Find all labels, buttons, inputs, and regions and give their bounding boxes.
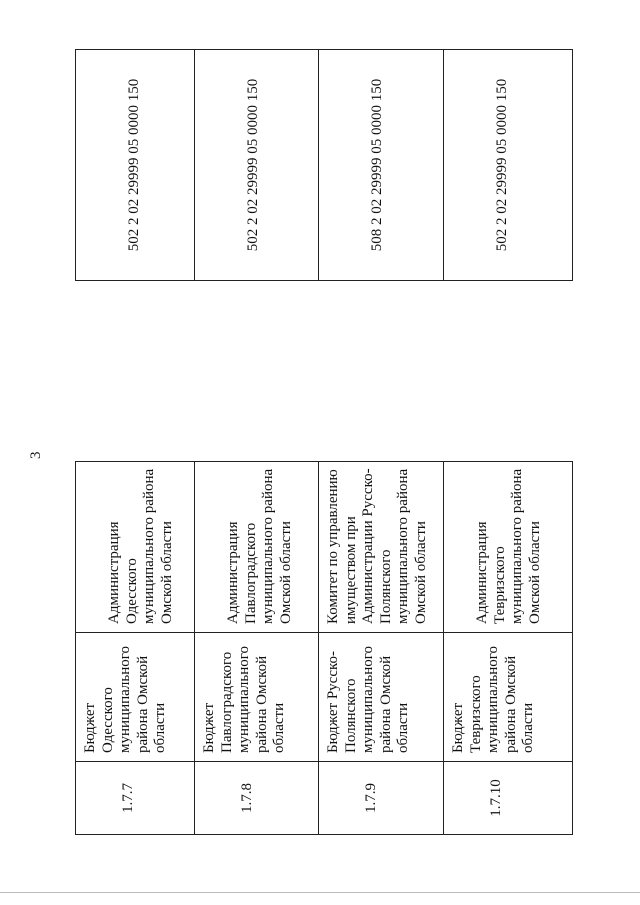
budget-cell	[319, 633, 444, 762]
row-number: 1.7.10	[488, 779, 504, 817]
row-number: 1.7.8	[239, 783, 255, 813]
table-row	[319, 50, 444, 835]
admin-cell	[195, 462, 319, 633]
page-number: 3	[28, 451, 44, 459]
budget-name: Бюджет Русско-Полянского муниципального района Омской области	[325, 645, 411, 753]
table-row	[444, 50, 573, 835]
admin-name: Администрация Тевризского муниципального района Омской области	[474, 468, 543, 624]
budget-code: 502 2 02 29999 05 0000 150	[494, 78, 510, 252]
gap-cell	[76, 281, 195, 462]
row-number-cell	[76, 762, 195, 835]
admin-name: Администрация Одесского муниципального района Омской области	[106, 468, 175, 624]
budget-cell	[444, 633, 573, 762]
code-cell	[444, 50, 573, 281]
budget-cell	[76, 633, 195, 762]
admin-name: Администрация Павлоградского муниципального района Омской области	[225, 468, 294, 624]
gap-cell	[444, 281, 573, 462]
footer-rule	[0, 892, 640, 893]
budget-code: 502 2 02 29999 05 0000 150	[245, 78, 261, 252]
gap-cell	[319, 281, 444, 462]
budget-name: Бюджет Павлоградского муниципального района Омской области	[201, 645, 287, 753]
budget-name: Бюджет Тевризского муниципального района Омской области	[450, 645, 536, 753]
budget-name: Бюджет Одесского муниципального района Омской области	[82, 645, 168, 753]
budget-cell	[195, 633, 319, 762]
admin-cell	[444, 462, 573, 633]
budget-code: 508 2 02 29999 05 0000 150	[369, 78, 385, 252]
code-cell	[319, 50, 444, 281]
row-number-cell	[444, 762, 573, 835]
admin-name: Комитет по управлению имуществом при Администрации Русско-Полянского муниципального района Омской области	[325, 468, 429, 624]
row-number-cell	[195, 762, 319, 835]
code-cell	[195, 50, 319, 281]
row-number: 1.7.7	[120, 783, 136, 813]
budget-code: 502 2 02 29999 05 0000 150	[126, 78, 142, 252]
table-row	[76, 50, 195, 835]
admin-cell	[76, 462, 195, 633]
row-number: 1.7.9	[363, 783, 379, 813]
budget-table	[75, 49, 573, 835]
row-number-cell	[319, 762, 444, 835]
code-cell	[76, 50, 195, 281]
admin-cell	[319, 462, 444, 633]
gap-cell	[195, 281, 319, 462]
table-row	[195, 50, 319, 835]
